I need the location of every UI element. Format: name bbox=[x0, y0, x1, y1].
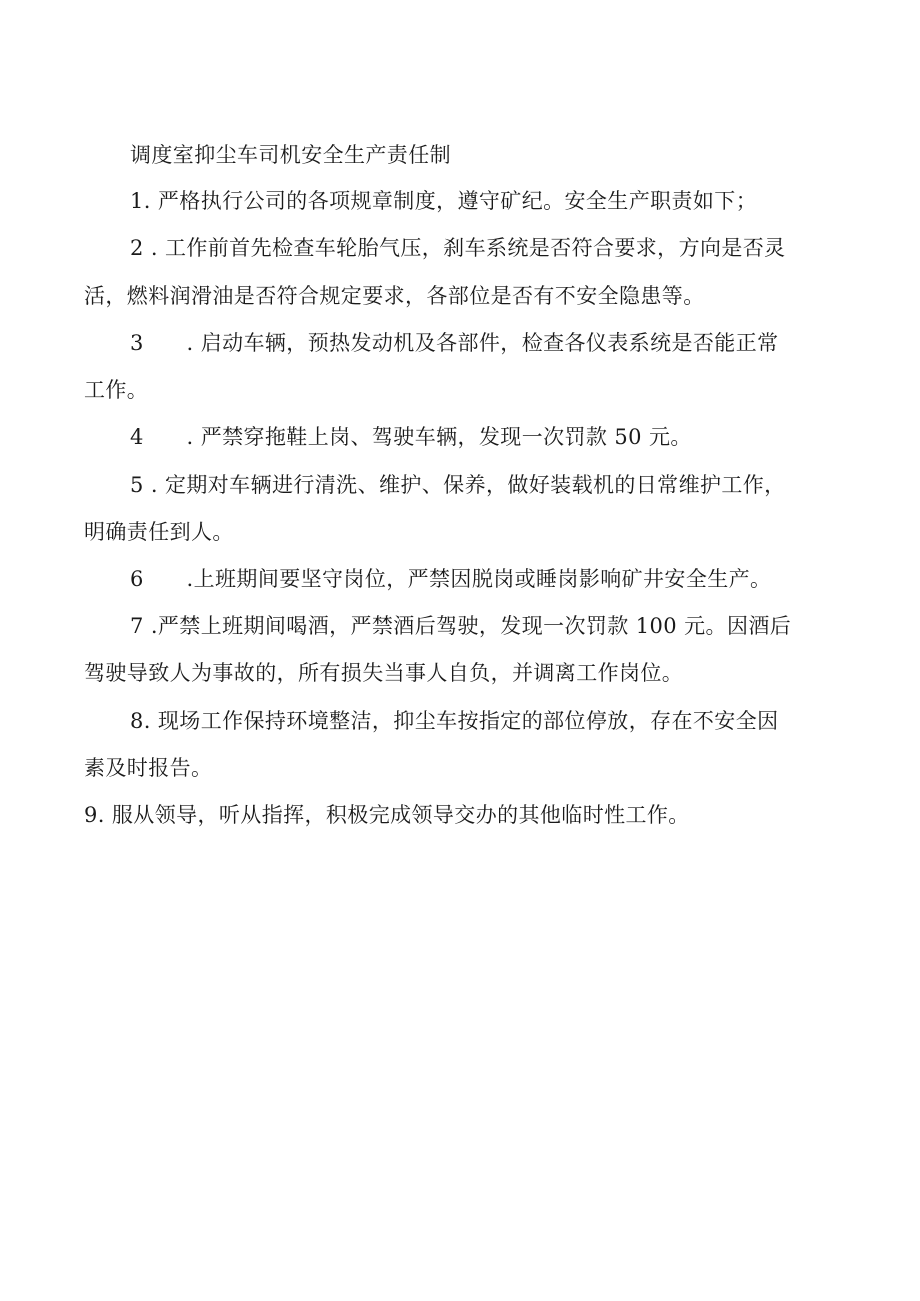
item-3-line-2: 工作。 bbox=[84, 378, 149, 402]
item-8-line-2: 素及时报告。 bbox=[84, 756, 213, 780]
item-1-line-1: 1. 严格执行公司的各项规章制度，遵守矿纪。安全生产职责如下； bbox=[130, 189, 758, 213]
item-4-line-1: 4 . 严禁穿拖鞋上岗、驾驶车辆，发现一次罚款 50 元。 bbox=[130, 425, 692, 449]
item-9-line-1: 9. 服从领导，听从指挥，积极完成领导交办的其他临时性工作。 bbox=[84, 803, 690, 827]
item-3-line-1: 3 . 启动车辆，预热发动机及各部件，检查各仪表系统是否能正常 bbox=[130, 331, 779, 355]
item-7-line-2: 驾驶导致人为事故的，所有损失当事人自负，并调离工作岗位。 bbox=[84, 661, 684, 685]
item-5-line-1: 5 . 定期对车辆进行清洗、维护、保养，做好装载机的日常维护工作， bbox=[130, 473, 786, 497]
item-2-line-1: 2 . 工作前首先检查车轮胎气压，刹车系统是否符合要求，方向是否灵 bbox=[130, 236, 786, 260]
item-8-line-1: 8. 现场工作保持环境整洁，抑尘车按指定的部位停放，存在不安全因 bbox=[130, 709, 779, 733]
item-6-line-1: 6 .上班期间要坚守岗位，严禁因脱岗或睡岗影响矿井安全生产。 bbox=[130, 567, 772, 591]
document-title: 调度室抑尘车司机安全生产责任制 bbox=[130, 143, 451, 167]
item-7-line-1: 7 .严禁上班期间喝酒，严禁酒后驾驶，发现一次罚款 100 元。因酒后 bbox=[130, 614, 792, 638]
item-2-line-2: 活，燃料润滑油是否符合规定要求，各部位是否有不安全隐患等。 bbox=[84, 284, 705, 308]
item-5-line-2: 明确责任到人。 bbox=[84, 520, 234, 544]
